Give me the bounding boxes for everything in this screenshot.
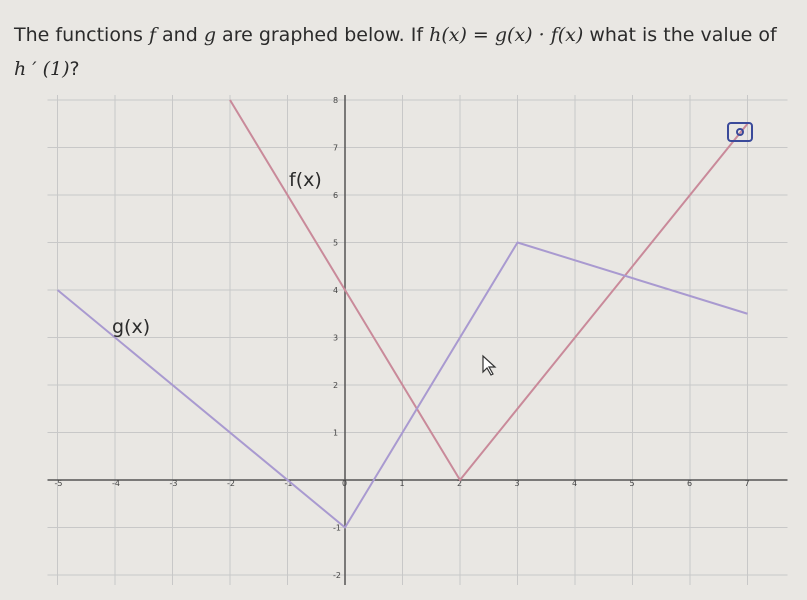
grid-lines — [48, 95, 788, 585]
series-label-g: g(x) — [112, 316, 151, 338]
x-tick-label: -1 — [284, 479, 293, 488]
x-tick-label: 7 — [744, 479, 750, 488]
question-target: h ′ (1) — [14, 58, 70, 80]
x-tick-label: -5 — [54, 479, 63, 488]
camera-icon[interactable] — [727, 122, 753, 142]
x-tick-label: -3 — [169, 479, 178, 488]
y-tick-label: 1 — [333, 428, 339, 438]
y-tick-label: 4 — [333, 286, 339, 295]
question-end: ? — [69, 58, 80, 80]
x-tick-label: 3 — [514, 479, 520, 488]
y-tick-label: 6 — [333, 191, 339, 200]
question-suffix: what is the value of — [589, 24, 777, 46]
x-tick-label: 5 — [629, 479, 635, 488]
question-mid: are graphed below. If — [222, 24, 424, 46]
question-and: and — [162, 24, 198, 46]
y-tick-label: 5 — [333, 238, 339, 248]
y-tick-label: 7 — [333, 143, 339, 153]
series-label-f: f(x) — [289, 169, 322, 191]
y-tick-label: -1 — [333, 523, 341, 533]
question-prefix: The functions — [14, 24, 143, 46]
mouse-pointer-icon — [483, 356, 495, 375]
y-tick-label: 2 — [333, 381, 339, 390]
question-formula: h(x) = g(x) · f(x) — [429, 24, 584, 46]
y-tick-label: -2 — [333, 571, 341, 580]
function-f-symbol: f — [148, 24, 156, 46]
x-tick-label: 6 — [687, 479, 693, 488]
axes — [48, 95, 788, 585]
x-tick-label: -4 — [112, 479, 120, 488]
y-tick-label: 3 — [333, 333, 339, 343]
x-tick-label: 1 — [399, 479, 405, 488]
y-tick-label: 8 — [333, 96, 339, 105]
function-g-symbol: g — [203, 24, 216, 46]
x-tick-label: -2 — [227, 479, 235, 488]
x-tick-label: 4 — [572, 479, 578, 488]
x-tick-label: 2 — [457, 479, 463, 488]
x-tick-label: 0 — [342, 479, 348, 488]
